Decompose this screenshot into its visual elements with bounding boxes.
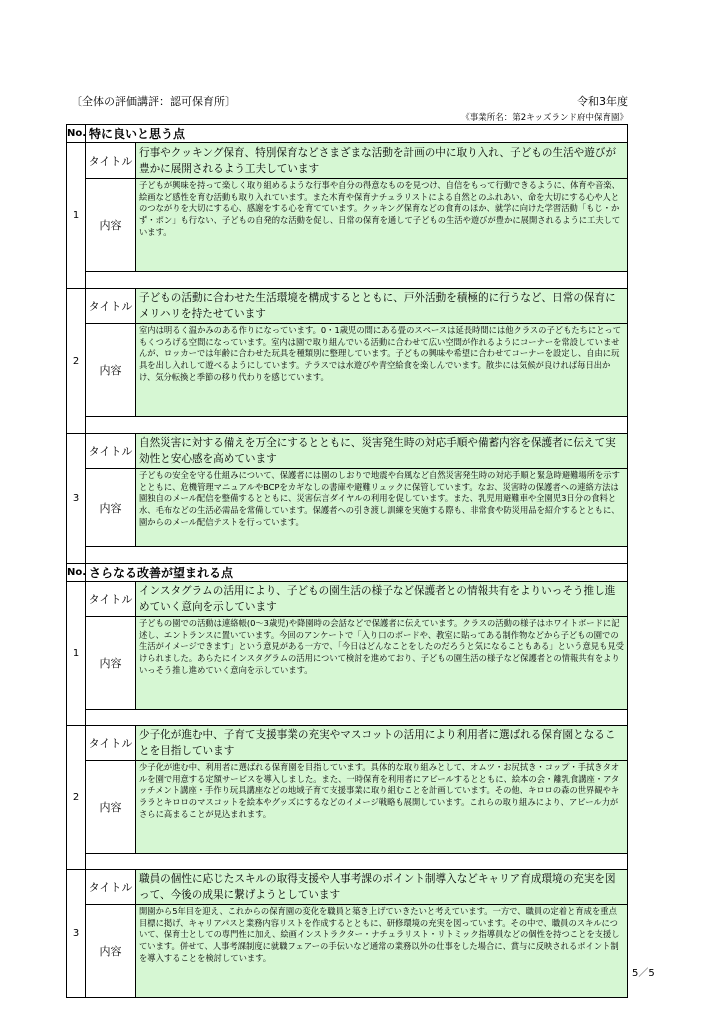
item-content-row	[67, 324, 628, 417]
item-number: 1	[67, 143, 86, 289]
item-title-row	[67, 870, 628, 905]
item-title-row	[67, 582, 628, 617]
spacer	[86, 854, 628, 870]
section-header	[67, 564, 628, 582]
title-label: タイトル	[86, 870, 136, 905]
spacer-row	[67, 417, 628, 434]
item-title-row	[67, 726, 628, 761]
item-number: 1	[67, 582, 86, 726]
page-number: 5／5	[632, 968, 655, 979]
content-label: 内容	[86, 469, 136, 547]
item-title: 子どもの活動に合わせた生活環境を構成するとともに、戸外活動を積極的に行うなど、日常の保育にメリハリを持たせています	[136, 289, 628, 324]
item-title: 少子化が進む中、子育て支援事業の充実やマスコットの活用により利用者に選ばれる保育園となることを目指しています	[136, 726, 628, 761]
item-title: インスタグラムの活用により、子どもの園生活の様子など保護者との情報共有をよりいっそう推し進めていく意向を示しています	[136, 582, 628, 617]
item-content: 室内は明るく温かみのある作りになっています。0・1歳児の間にある畳のスペースは延長時間には他クラスの子どもたちにとってもくつろげる空間になっています。室内は園で取り組んでいる活動に合わせて広い空間が作れるようにコーナーを常設していませんが、ロッカーでは年齢に合わせた玩具を種類別に整理しています。子どもの興味や希望に合わせてコーナーを設定し、自由に玩具を出し入れして遊べるようにしています。テラスでは水遊びや青空給食を楽しんでいます。散歩には気候が良ければ毎日出かけ、気分転換と季節の移り代わりを感じています。	[136, 324, 628, 417]
content-label: 内容	[86, 761, 136, 854]
item-content-row	[67, 761, 628, 854]
spacer	[86, 272, 628, 289]
spacer-row	[67, 710, 628, 726]
evaluation-table	[66, 124, 628, 998]
content-label: 内容	[86, 905, 136, 998]
title-label: タイトル	[86, 726, 136, 761]
spacer	[86, 417, 628, 434]
item-content-row	[67, 617, 628, 710]
item-content: 子どもの園での活動は連絡帳(0〜3歳児)や降園時の会話などで保護者に伝えています。クラスの活動の様子はホワイトボードに記述し、エントランスに置いています。今回のアンケートで「入り口のボードや、教室に貼ってある制作物などから子どもの園での生活がイメージできます」という意見がある一方で、「今日はどんなことをしたのだろうと気になることもある」という意見も見受けられました。あらたにインスタグラムの活用について検討を進めており、子どもの園生活の様子など保護者との情報共有をよりいっそう推し進めていく意向を示しています。	[136, 617, 628, 710]
no-header: No.	[67, 125, 86, 143]
title-label: タイトル	[86, 143, 136, 179]
item-number: 3	[67, 434, 86, 564]
item-number: 2	[67, 289, 86, 434]
item-content: 少子化が進む中、利用者に選ばれる保育園を目指しています。具体的な取り組みとして、オムツ・お尻拭き・コップ・手拭きタオルを園で用意する定額サービスを導入しました。また、一時保育を利用者にアピールするとともに、絵本の会・離乳食講座・アタッチメント講座・手作り玩具講座などの地域子育て支援事業に取り組むことを計画しています。その他、キロロの森の世界観やキララとキロロのマスコットを絵本やグッズにするなどのイメージ戦略も展開しています。これらの取り組みにより、アピール力がさらに高まることが見込まれます。	[136, 761, 628, 854]
facility-name: 《事業所名：第2キッズランド府中保育園》	[461, 113, 628, 123]
title-label: タイトル	[86, 434, 136, 469]
section-header	[67, 125, 628, 143]
section-title: さらなる改善が望まれる点	[86, 564, 628, 582]
fiscal-year: 令和3年度	[577, 95, 628, 108]
item-content-row	[67, 179, 628, 272]
document-scope-label: 〔全体の評価講評：認可保育所〕	[71, 95, 236, 108]
section-title: 特に良いと思う点	[86, 125, 628, 143]
content-label: 内容	[86, 179, 136, 272]
spacer-row	[67, 272, 628, 289]
content-label: 内容	[86, 324, 136, 417]
item-number: 2	[67, 726, 86, 870]
title-label: タイトル	[86, 582, 136, 617]
spacer	[86, 710, 628, 726]
item-content-row	[67, 905, 628, 998]
item-title-row	[67, 143, 628, 179]
item-title: 職員の個性に応じたスキルの取得支援や人事考課のポイント制導入などキャリア育成環境の充実を図って、今後の成果に繋げようとしています	[136, 870, 628, 905]
item-content: 開園から5年目を迎え、これからの保育園の変化を職員と築き上げていきたいと考えています。一方で、職員の定着と育成を重点目標に掲げ、キャリアパスと業務内容リストを作成するとともに、研修環境の充実を図っています。その中で、職員のスキルについて、保育士としての専門性に加え、絵画インストラクター・ナチュラリスト・リトミック指導員などの個性を持つことを支援しています。併せて、人事考課制度に就職フェアーの手伝いなど通常の業務以外の仕事をした場合に、賞与に反映されるポイント制を導入することを検討しています。	[136, 905, 628, 998]
spacer-row	[67, 854, 628, 870]
item-title: 自然災害に対する備えを万全にするとともに、災害発生時の対応手順や備蓄内容を保護者に伝えて実効性と安心感を高めています	[136, 434, 628, 469]
item-number: 3	[67, 870, 86, 998]
spacer-row	[67, 547, 628, 564]
item-content-row	[67, 469, 628, 547]
item-content: 子どもが興味を持って楽しく取り組めるような行事や自分の得意なものを見つけ、自信をもって行動できるように、体育や音楽、絵画など感性を育む活動も取り入れています。また木育や保育ナチュラリストによる自然とのふれあい、命を大切にする心や人とのつながりを大切にする心、感謝をする心を育てています。クッキング保育などの食育のほか、就学に向けた学習活動「もじ・かず・ポン」も行ない、子どもの自発的な活動を促し、日常の保育を通して子どもの生活や遊びが豊かに展開されるように工夫しています。	[136, 179, 628, 272]
content-label: 内容	[86, 617, 136, 710]
title-label: タイトル	[86, 289, 136, 324]
spacer	[86, 547, 628, 564]
item-title: 行事やクッキング保育、特別保育などさまざまな活動を計画の中に取り入れ、子どもの生活や遊びが豊かに展開されるよう工夫しています	[136, 143, 628, 179]
item-title-row	[67, 289, 628, 324]
no-header: No.	[67, 564, 86, 582]
item-content: 子どもの安全を守る仕組みについて、保護者には園のしおりで地震や台風など自然災害発生時の対応手順と緊急時避難場所を示すとともに、危機管理マニュアルやBCPをカギなしの書庫や避難リュックに保管しています。なお、災害時の保護者への連絡方法は園独自のメール配信を整備するとともに、災害伝言ダイヤルの利用を促しています。また、乳児用避難車や全園児3日分の食料と水、毛布などの生活必需品を常備しています。保護者への引き渡し訓練を実施する際も、非常食や防災用品を紹介するとともに、園からのメール配信テストを行っています。	[136, 469, 628, 547]
item-title-row	[67, 434, 628, 469]
